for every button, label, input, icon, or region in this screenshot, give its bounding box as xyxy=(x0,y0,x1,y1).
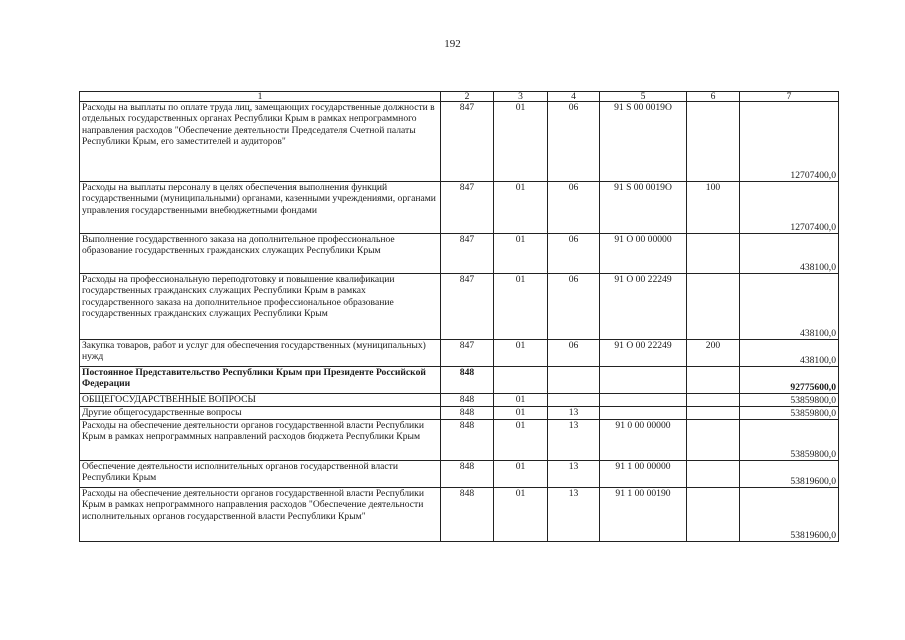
code-ministry: 848 xyxy=(441,407,494,420)
code-subsection: 13 xyxy=(548,420,600,461)
row-name: Расходы на обеспечение деятельности органов государственной власти Республики Крым в рамках непрограммного направления расходов "Обеспечение деятельности исполнительных органов государственной власти Республики Крым" xyxy=(80,488,441,542)
code-section: 01 xyxy=(494,182,548,234)
code-subsection: 06 xyxy=(548,182,600,234)
table-row xyxy=(80,182,839,234)
code-target xyxy=(600,394,687,407)
code-target: 91 0 00 00000 xyxy=(600,420,687,461)
code-ministry: 848 xyxy=(441,367,494,394)
code-target: 91 S 00 0019O xyxy=(600,102,687,182)
code-ministry: 848 xyxy=(441,461,494,488)
column-header: 1 xyxy=(80,92,441,102)
page-number: 192 xyxy=(444,38,461,50)
table-row xyxy=(80,488,839,542)
row-name: Выполнение государственного заказа на дополнительное профессиональное образование государственных гражданских служащих Республики Крым xyxy=(80,234,441,274)
code-target: 91 O 00 00000 xyxy=(600,234,687,274)
row-name: Расходы на профессиональную переподготовку и повышение квалификации государственных гражданских служащих Республики Крым в рамках государственного заказа на дополнительное профессиональное образование государственных гражданских служащих Республики Крым xyxy=(80,274,441,340)
code-ministry: 848 xyxy=(441,420,494,461)
column-header: 7 xyxy=(740,92,839,102)
code-target xyxy=(600,407,687,420)
row-name: Постоянное Представительство Республики Крым при Президенте Российской Федерации xyxy=(80,367,441,394)
code-subsection: 06 xyxy=(548,102,600,182)
row-amount: 53859800,0 xyxy=(740,420,839,461)
table-row xyxy=(80,274,839,340)
code-expense-type xyxy=(687,488,740,542)
row-name: Другие общегосударственные вопросы xyxy=(80,407,441,420)
code-target: 91 1 00 00190 xyxy=(600,488,687,542)
code-expense-type xyxy=(687,407,740,420)
table-row xyxy=(80,234,839,274)
table-row xyxy=(80,102,839,182)
code-section: 01 xyxy=(494,488,548,542)
code-subsection: 13 xyxy=(548,488,600,542)
row-amount: 53859800,0 xyxy=(740,407,839,420)
budget-table xyxy=(79,91,839,542)
table-row xyxy=(80,407,839,420)
table-row xyxy=(80,340,839,367)
row-name: Расходы на обеспечение деятельности органов государственной власти Республики Крым в рамках непрограммных направлений расходов бюджета Республики Крым xyxy=(80,420,441,461)
row-amount: 438100,0 xyxy=(740,340,839,367)
code-target: 91 O 00 22249 xyxy=(600,274,687,340)
table-row xyxy=(80,394,839,407)
row-amount: 53819600,0 xyxy=(740,488,839,542)
code-ministry: 847 xyxy=(441,102,494,182)
code-section: 01 xyxy=(494,394,548,407)
row-name: ОБЩЕГОСУДАРСТВЕННЫЕ ВОПРОСЫ xyxy=(80,394,441,407)
code-subsection: 06 xyxy=(548,234,600,274)
code-section xyxy=(494,367,548,394)
code-target: 91 S 00 0019O xyxy=(600,182,687,234)
column-header: 5 xyxy=(600,92,687,102)
code-expense-type xyxy=(687,461,740,488)
code-section: 01 xyxy=(494,407,548,420)
table-row xyxy=(80,367,839,394)
row-name: Расходы на выплаты по оплате труда лиц, замещающих государственные должности в отдельных государственных органах Республики Крым в рамках непрограммного направления расходов "Обеспечение деятельности Председателя Счетной палаты Республики Крым, его заместителей и аудиторов" xyxy=(80,102,441,182)
row-amount: 53859800,0 xyxy=(740,394,839,407)
row-name: Закупка товаров, работ и услуг для обеспечения государственных (муниципальных) нужд xyxy=(80,340,441,367)
code-section: 01 xyxy=(494,102,548,182)
code-ministry: 847 xyxy=(441,182,494,234)
column-header: 2 xyxy=(441,92,494,102)
code-ministry: 847 xyxy=(441,234,494,274)
code-subsection xyxy=(548,367,600,394)
code-ministry: 847 xyxy=(441,274,494,340)
code-target: 91 O 00 22249 xyxy=(600,340,687,367)
code-expense-type xyxy=(687,420,740,461)
code-subsection: 06 xyxy=(548,274,600,340)
code-expense-type xyxy=(687,274,740,340)
code-ministry: 848 xyxy=(441,488,494,542)
table-header-row xyxy=(80,92,839,102)
code-subsection: 06 xyxy=(548,340,600,367)
row-amount: 438100,0 xyxy=(740,274,839,340)
column-header: 3 xyxy=(494,92,548,102)
code-section: 01 xyxy=(494,420,548,461)
code-section: 01 xyxy=(494,274,548,340)
code-expense-type xyxy=(687,394,740,407)
code-section: 01 xyxy=(494,234,548,274)
table-row xyxy=(80,461,839,488)
code-subsection: 13 xyxy=(548,407,600,420)
code-expense-type xyxy=(687,367,740,394)
code-expense-type: 100 xyxy=(687,182,740,234)
code-expense-type xyxy=(687,234,740,274)
code-target: 91 1 00 00000 xyxy=(600,461,687,488)
column-header: 6 xyxy=(687,92,740,102)
code-subsection: 13 xyxy=(548,461,600,488)
code-expense-type xyxy=(687,102,740,182)
row-amount: 438100,0 xyxy=(740,234,839,274)
code-expense-type: 200 xyxy=(687,340,740,367)
code-target xyxy=(600,367,687,394)
row-amount: 12707400,0 xyxy=(740,182,839,234)
code-ministry: 848 xyxy=(441,394,494,407)
row-name: Обеспечение деятельности исполнительных органов государственной власти Республики Крым xyxy=(80,461,441,488)
row-amount: 53819600,0 xyxy=(740,461,839,488)
table-row xyxy=(80,420,839,461)
code-section: 01 xyxy=(494,461,548,488)
row-name: Расходы на выплаты персоналу в целях обеспечения выполнения функций государственными (муниципальными) органами, казенными учреждениями, органами управления государственными внебюджетными фондами xyxy=(80,182,441,234)
column-header: 4 xyxy=(548,92,600,102)
row-amount: 12707400,0 xyxy=(740,102,839,182)
code-ministry: 847 xyxy=(441,340,494,367)
code-section: 01 xyxy=(494,340,548,367)
code-subsection xyxy=(548,394,600,407)
row-amount: 92775600,0 xyxy=(740,367,839,394)
